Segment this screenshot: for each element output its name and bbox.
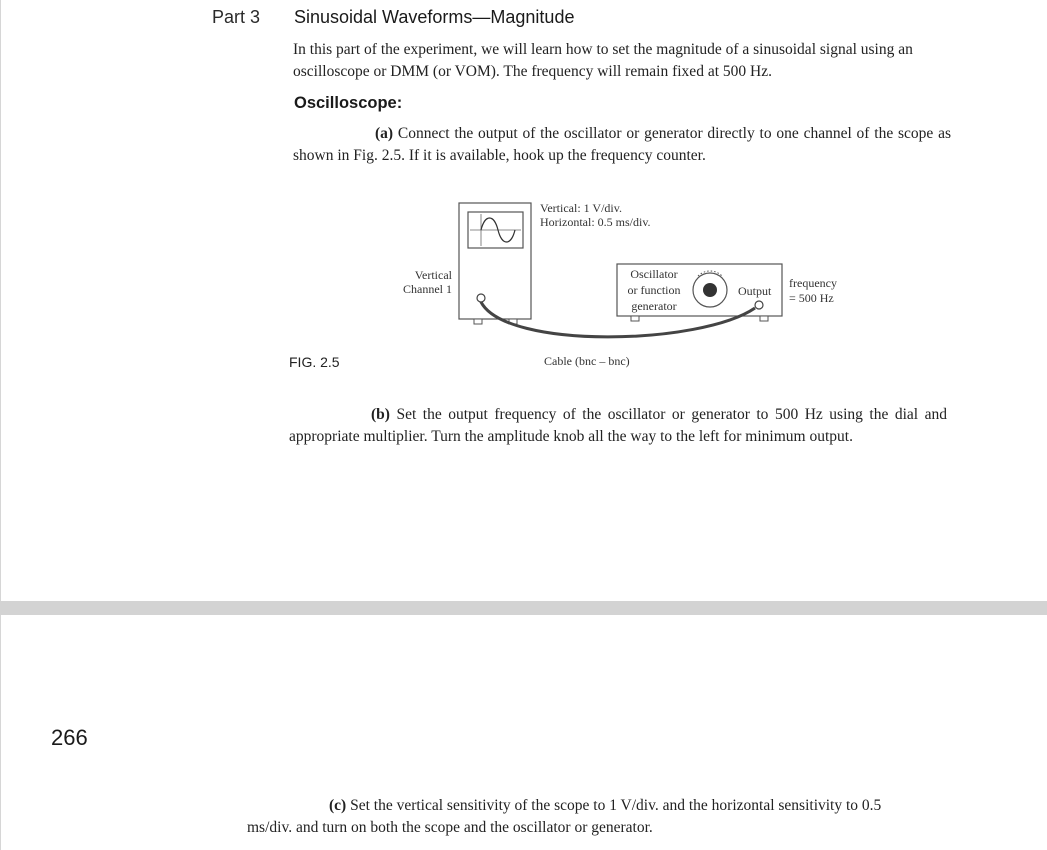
output-label: Output <box>738 284 772 298</box>
step-a-text: Connect the output of the oscillator or generator directly to one channel of the scope as shown in Fig. 2.5. If it is available, hook up the frequency counter. <box>293 125 951 164</box>
step-b-label: (b) <box>371 406 390 423</box>
part-number: Part 3 <box>212 7 261 27</box>
step-c <box>247 795 907 839</box>
intro-paragraph: In this part of the experiment, we will learn how to set the magnitude of a sinusoidal signal using an oscilloscope or DMM (or VOM). The frequency will remain fixed at 500 Hz. <box>293 41 913 80</box>
frequency-label-line1: frequency <box>789 276 837 290</box>
osc-foot-right <box>760 316 768 321</box>
page-separator <box>0 601 1047 615</box>
step-c-label: (c) <box>329 797 347 814</box>
scope-foot-left <box>474 319 482 324</box>
output-connector <box>755 301 763 309</box>
page-bottom <box>0 615 1047 850</box>
dial-knob <box>703 283 717 297</box>
figure-label: FIG. 2.5 <box>289 354 340 370</box>
osc-label-line1: Oscillator <box>630 267 678 281</box>
osc-foot-left <box>631 316 639 321</box>
section-heading: Oscilloscope: <box>294 94 403 112</box>
osc-label-line2: or function <box>627 283 681 297</box>
osc-label-line3: generator <box>631 299 677 313</box>
step-b-text: Set the output frequency of the oscillator or generator to 500 Hz using the dial and appropriate multiplier. Turn the amplitude knob all the way to the left for minimum output. <box>289 406 947 445</box>
vertical-channel-line2: Channel 1 <box>403 282 452 296</box>
vertical-channel-line1: Vertical <box>414 268 452 282</box>
figure-diagram <box>1 0 1047 400</box>
horizontal-setting-label: Horizontal: 0.5 ms/div. <box>540 215 651 229</box>
frequency-label-line2: = 500 Hz <box>789 291 834 305</box>
step-b <box>289 404 947 448</box>
part-title: Sinusoidal Waveforms—Magnitude <box>294 7 575 27</box>
step-a-label: (a) <box>375 125 394 142</box>
vertical-setting-label: Vertical: 1 V/div. <box>540 201 622 215</box>
cable-label: Cable (bnc – bnc) <box>544 354 630 368</box>
scope-connector <box>477 294 485 302</box>
step-c-text: Set the vertical sensitivity of the scope to 1 V/div. and the horizontal sensitivity to 0.5 ms/div. and turn on both the scope and the oscillator or generator. <box>247 797 882 836</box>
page-number: 266 <box>51 725 88 750</box>
